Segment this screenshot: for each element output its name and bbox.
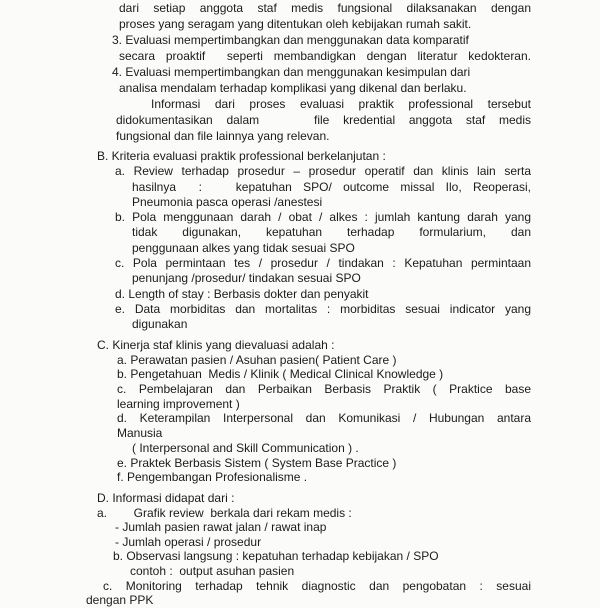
section-c-kinerja-staf-klinis xyxy=(0,338,600,485)
text-line: penunjang /prosedur/ tindakan sesuai SPO xyxy=(132,271,361,286)
section-heading: D. Informasi didapat dari : xyxy=(97,491,235,505)
section-a-continuation xyxy=(0,0,600,144)
text-line: d. Keterampilan Interpersonal dan Komunikasi / Hubungan antara xyxy=(117,411,531,426)
text-line: a. Grafik review berkala dari rekam medis : xyxy=(97,505,352,520)
text-line: - Jumlah operasi / prosedur xyxy=(115,534,262,549)
text-line: c. Pola permintaan tes / prosedur / tindakan : Kepatuhan permintaan xyxy=(115,256,531,271)
text-line: Informasi dari proses evaluasi praktik professional tersebut xyxy=(151,97,531,111)
text-line: e. Praktek Berbasis Sistem ( System Base Practice ) xyxy=(117,455,397,470)
text-line: Pneumonia pasca operasi /anestesi xyxy=(132,194,323,209)
text-line: hasilnya : kepatuhan SPO/ outcome missal Ilo, Reoperasi, xyxy=(132,179,531,194)
text-line: fungsional dan file lainnya yang relevan. xyxy=(116,129,330,143)
text-line: ( Interpersonal and Skill Communication ) . xyxy=(132,440,359,455)
text-line: dari setiap anggota staf medis fungsional dilaksanakan dengan xyxy=(119,1,531,15)
text-line: dengan PPK xyxy=(86,593,154,608)
text-line: Manusia xyxy=(117,426,163,441)
text-line: contoh : output asuhan pasien xyxy=(130,563,295,578)
text-line: a. Review terhadap prosedur – prosedur operatif dan klinis lain serta xyxy=(115,164,531,179)
section-heading: C. Kinerja staf klinis yang dievaluasi adalah : xyxy=(97,338,335,352)
text-line: 4. Evaluasi mempertimbangkan dan menggunakan kesimpulan dari xyxy=(112,65,471,79)
text-line: d. Length of stay : Berbasis dokter dan penyakit xyxy=(115,286,369,301)
text-line: a. Perawatan pasien / Asuhan pasien( Patient Care ) xyxy=(117,352,397,367)
section-heading: B. Kriteria evaluasi praktik professional berkelanjutan : xyxy=(97,149,386,163)
section-d-informasi-didapat xyxy=(0,491,600,608)
text-line: b. Observasi langsung : kepatuhan terhadap kebijakan / SPO xyxy=(113,549,439,564)
text-line: c. Pembelajaran dan Perbaikan Berbasis Praktik ( Praktice base xyxy=(117,382,531,397)
text-line: digunakan xyxy=(132,317,188,332)
text-line: analisa mendalam terhadap komplikasi yang dikenal dan berlaku. xyxy=(119,81,467,95)
text-line: b. Pola menggunaan darah / obat / alkes : jumlah kantung darah yang xyxy=(115,210,531,225)
text-line: e. Data morbiditas dan mortalitas : morbiditas sesuai indicator yang xyxy=(115,301,531,316)
text-line: secara proaktif seperti membandigkan dengan literatur kedokteran. xyxy=(119,49,531,63)
section-b-kriteria-evaluasi xyxy=(0,149,600,333)
text-line: c. Monitoring terhadap tehnik diagnostic dan pengobatan : sesuai xyxy=(103,578,531,593)
text-line: 3. Evaluasi mempertimbangkan dan menggunakan data komparatif xyxy=(112,33,469,47)
text-line: f. Pengembangan Profesionalisme . xyxy=(117,470,308,485)
text-line: proses yang seragam yang ditentukan oleh kebijakan rumah sakit. xyxy=(119,17,472,31)
text-line: - Jumlah pasien rawat jalan / rawat inap xyxy=(115,520,327,535)
text-line: learning improvement ) xyxy=(117,396,240,411)
text-line: didokumentasikan dalam file kredential anggota staf medis xyxy=(116,113,531,127)
text-line: penggunaan alkes yang tidak sesuai SPO xyxy=(132,240,355,255)
text-line: tidak digunakan, kepatuhan terhadap formularium, dan xyxy=(132,225,531,240)
text-line: b. Pengetahuan Medis / Klinik ( Medical Clinical Knowledge ) xyxy=(117,367,444,382)
